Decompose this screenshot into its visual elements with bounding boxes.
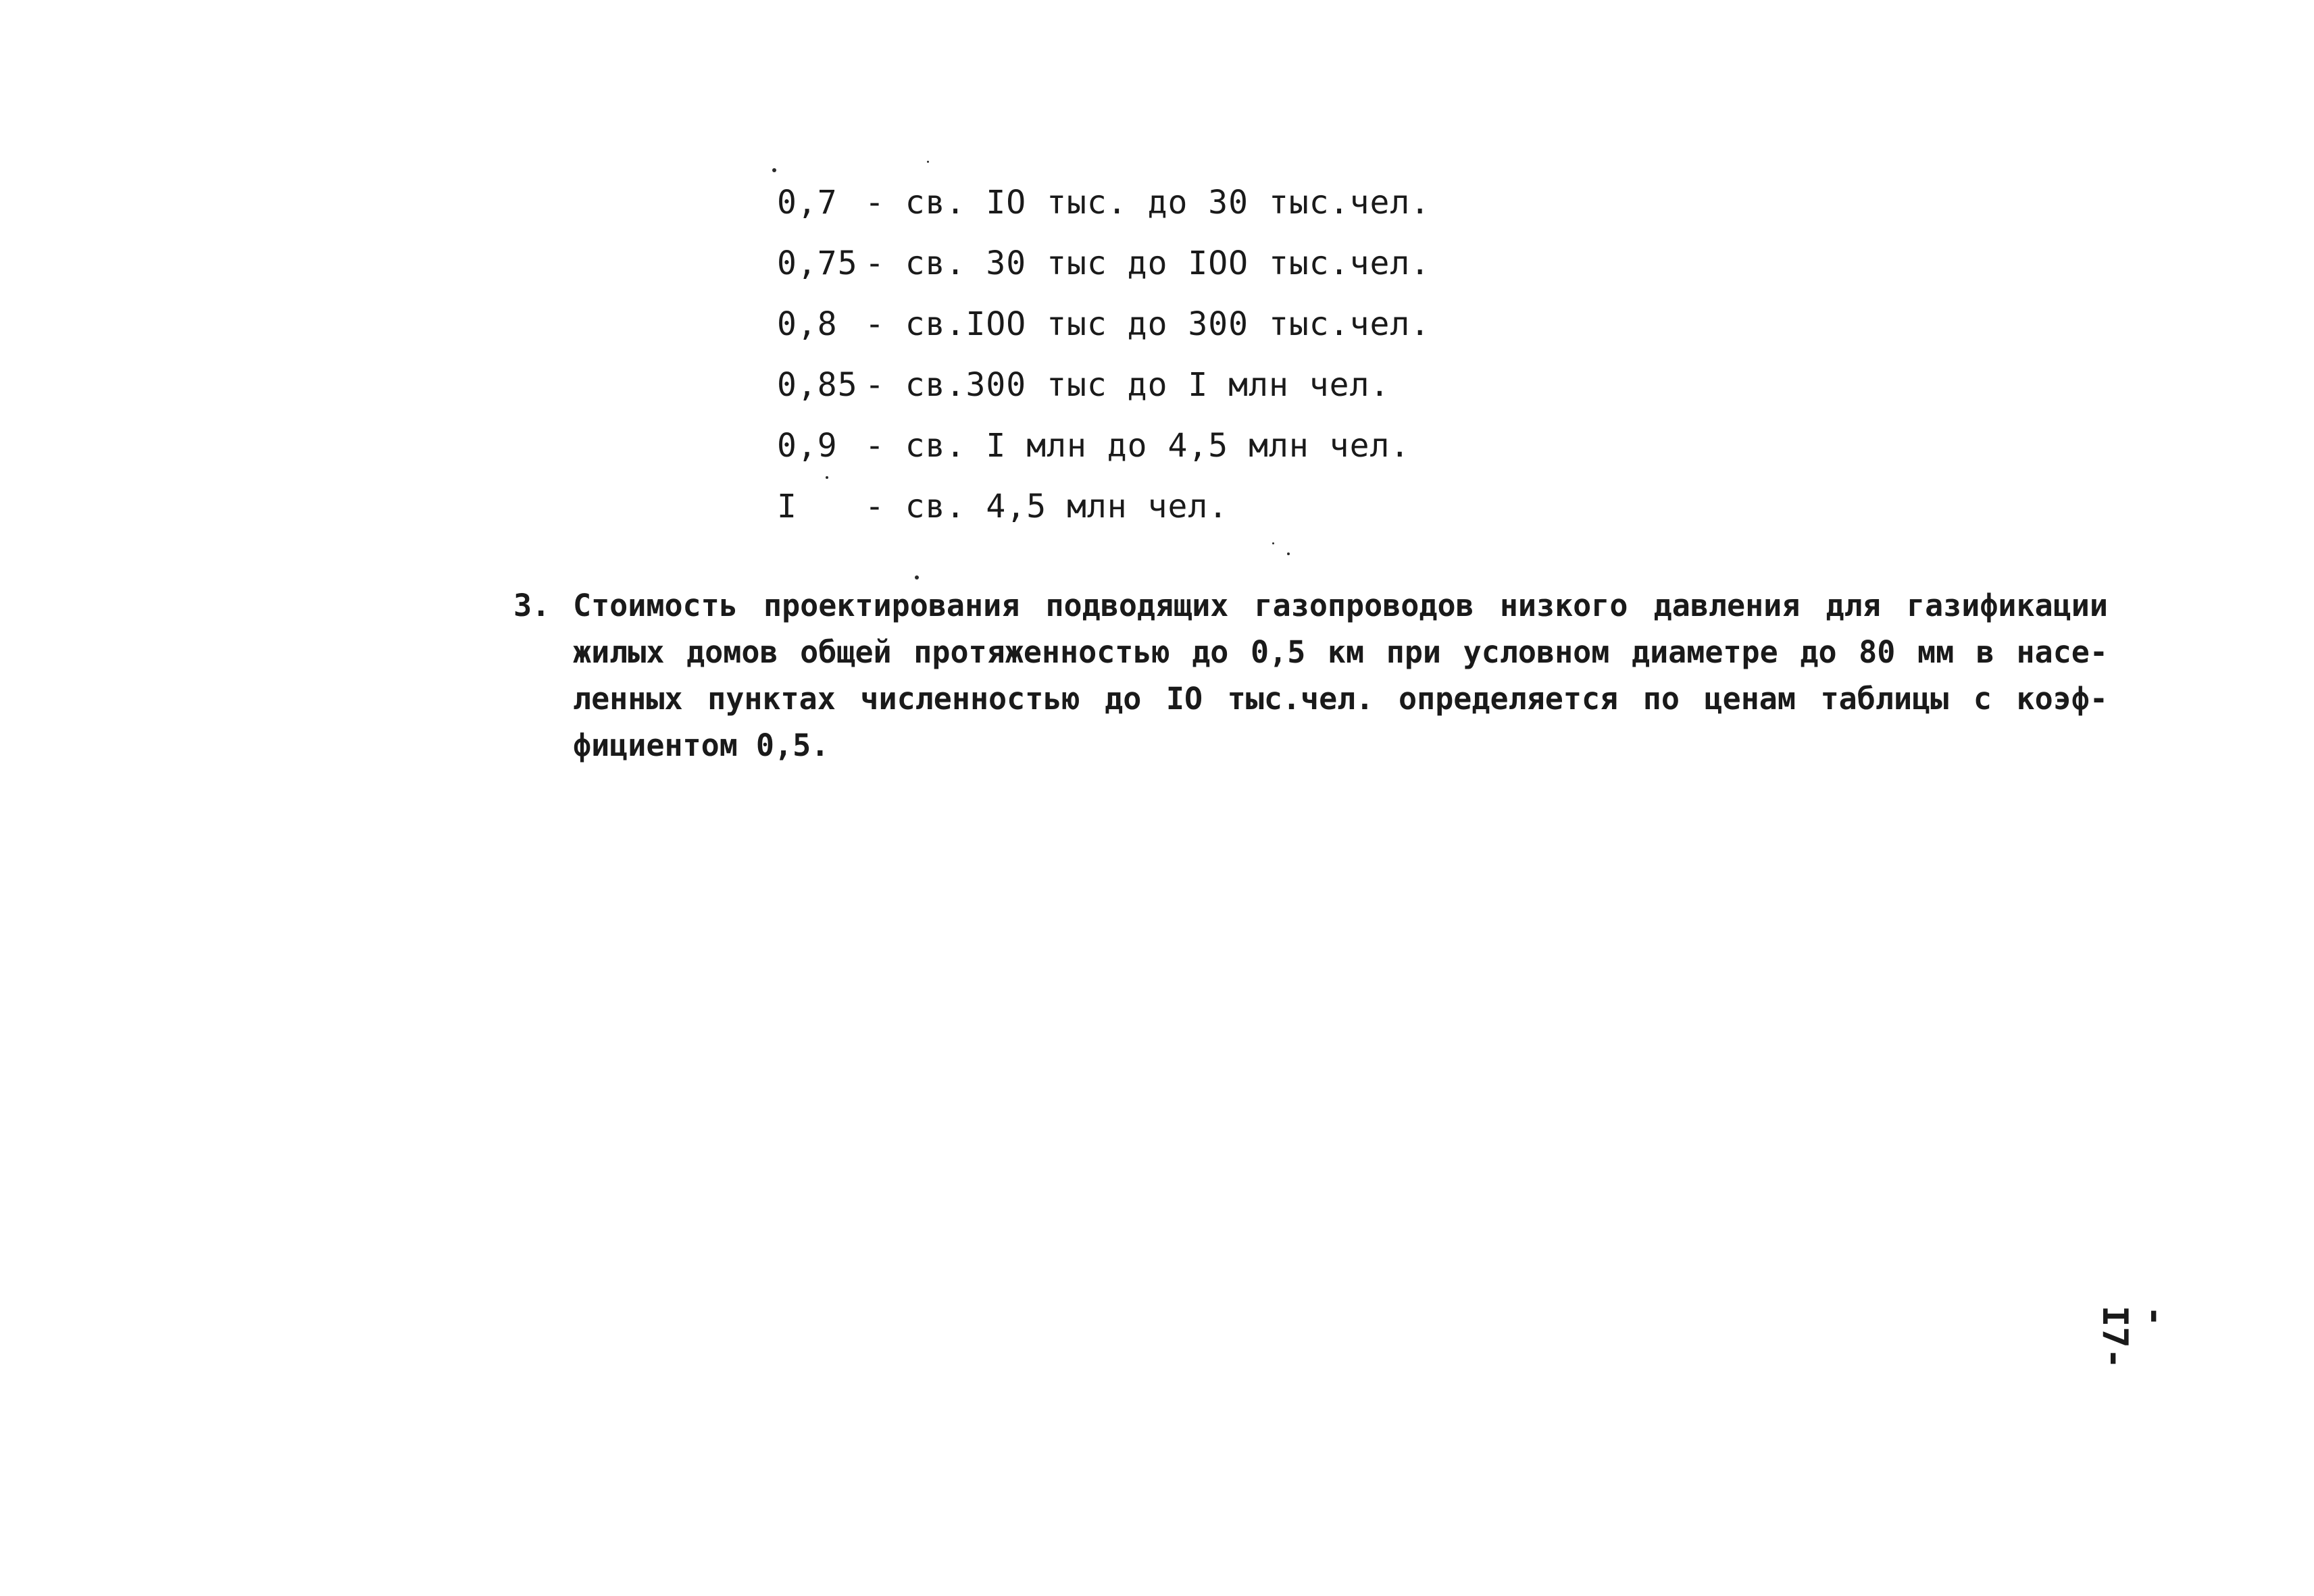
coefficient-list (777, 172, 1430, 537)
scan-speck (826, 476, 828, 479)
coefficient-value: 0,7 (777, 184, 838, 222)
coefficient-row (777, 476, 1430, 537)
note-line: Стоимость проектирования подводящих газопроводов низкого давления для газификации (573, 588, 2108, 623)
coefficient-row (777, 355, 1430, 415)
coefficient-value: 0,8 (777, 305, 838, 343)
note-line: ленных пунктах численностью до IO тыс.чел. определяется по ценам таблицы с коэф- (573, 681, 2108, 717)
scan-speck (1272, 542, 1274, 544)
note-line: фициентом 0,5. (573, 727, 830, 763)
coefficient-description: - св.300 тыс до I млн чел. (865, 366, 1390, 404)
coefficient-description: - св. 4,5 млн чел. (865, 488, 1229, 525)
coefficient-description: - св. I млн до 4,5 млн чел. (865, 427, 1411, 465)
coefficient-value: 0,75 (777, 244, 858, 282)
coefficient-value: 0,85 (777, 366, 858, 404)
coefficient-row (777, 415, 1430, 476)
scan-speck (927, 161, 929, 163)
coefficient-description: - св. IO тыс. до 30 тыс.чел. (865, 184, 1431, 222)
coefficient-row (777, 294, 1430, 355)
note-paragraph (513, 582, 2108, 769)
coefficient-description: - св. 30 тыс до IOO тыс.чел. (865, 244, 1431, 282)
coefficient-row (777, 233, 1430, 294)
coefficient-value: 0,9 (777, 427, 838, 465)
scan-speck (772, 168, 776, 172)
coefficient-description: - св.IOO тыс до 300 тыс.чел. (865, 305, 1431, 343)
note-line: жилых домов общей протяженностью до 0,5 км при условном диаметре до 80 мм в насе- (573, 634, 2108, 670)
page-number: -I7- (2094, 1306, 2175, 1369)
coefficient-value: I (777, 488, 797, 525)
scan-speck (915, 575, 919, 580)
scan-speck (1287, 552, 1290, 555)
coefficient-row (777, 172, 1430, 233)
note-number: 3. (513, 588, 551, 623)
